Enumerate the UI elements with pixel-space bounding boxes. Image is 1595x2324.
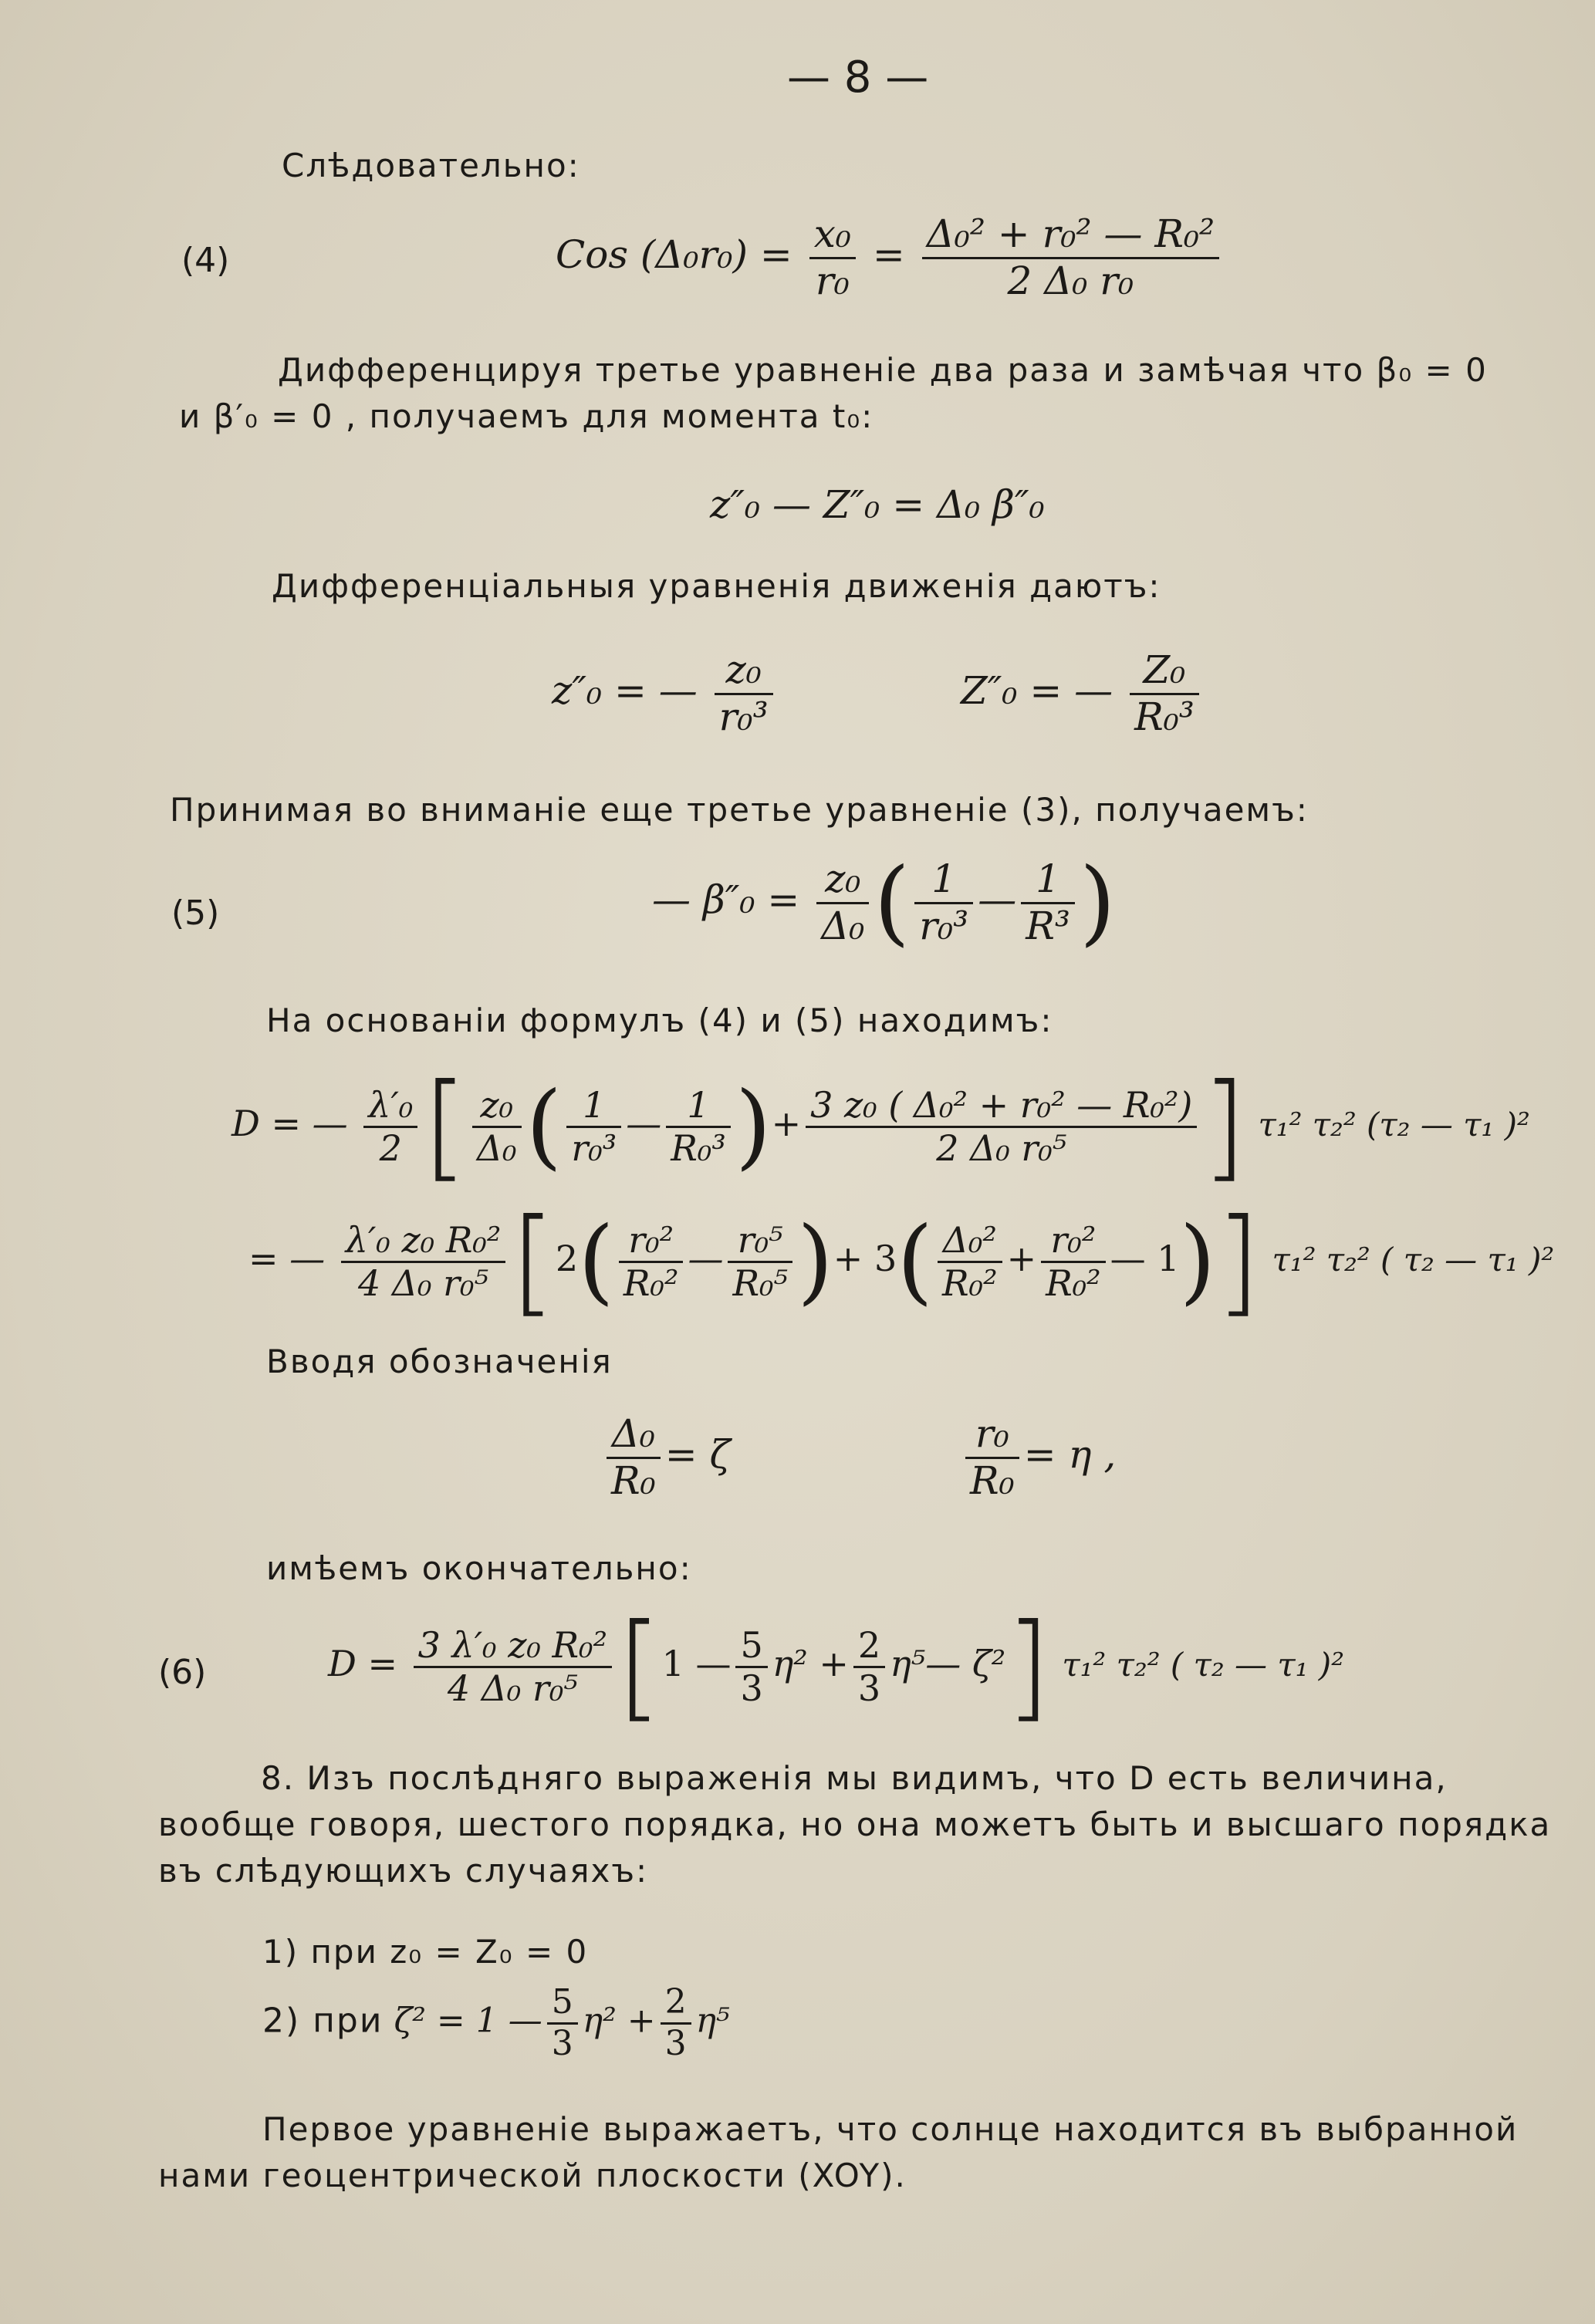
equation-D-line-2: = — $\frac{\text{λ′₀ z₀ R₀²}}{\text{4 Δ₀ r₀⁵}}$ [2( $\frac{\text{r₀²}}{\text{R₀²}}$ — $\frac{\text{r₀⁵}}{\text{R₀⁵}}$ )+ 3( $\frac{\text{Δ₀²}}{\text{R₀²}}$ + $\frac{\text{r₀²}}{\text{R₀²}}$ — 1)] τ₁² τ₂² ( τ₂ — τ₁ )² xyxy=(248,1194,1555,1329)
text-first-equation-line-1: Первое уравненіе выражаетъ, что солнце находится въ выбранной xyxy=(262,2110,1519,2148)
equation-number-6: (6) xyxy=(158,1653,207,1692)
equation-4: Cos (Δ₀r₀) = $\frac{\text{x₀}}{\text{r₀}}$ = $\frac{\text{Δ₀² + r₀² — R₀²}}{\text{2 Δ₀ r₀}}$ xyxy=(556,212,1224,303)
text-taking-third: Принимая во вниманіе еще третье уравненіе (3), получаемъ: xyxy=(170,791,1309,829)
text-based-on-formulas: На основаніи формулъ (4) и (5) находимъ: xyxy=(266,1002,1053,1039)
text-section-8-line-3: въ слѣдующихъ случаяхъ: xyxy=(158,1852,649,1890)
text-diff-equations: Дифференціальныя уравненія движенія даютъ: xyxy=(272,567,1161,605)
text-finally: имѣемъ окончательно: xyxy=(266,1549,692,1587)
text-section-8-line-1: 8. Изъ послѣдняго выраженія мы видимъ, что D есть величина, xyxy=(261,1759,1448,1797)
page-number: — 8 — xyxy=(787,52,929,103)
eq4-fraction-1: $\frac{\text{x₀}}{\text{r₀}}$ xyxy=(809,212,856,303)
definition-eta: $\frac{\text{r₀}}{\text{R₀}}$ = η , xyxy=(961,1412,1116,1503)
text-differentiating: Дифференцируя третье уравненіе два раза и замѣчая что β₀ = 0 xyxy=(278,351,1488,389)
equation-z-accel: z″₀ = — $\frac{\text{z₀}}{\text{r₀³}}$ xyxy=(552,648,778,739)
case-1: 1) при z₀ = Z₀ = 0 xyxy=(262,1933,589,1971)
text-section-8-line-2: вообще говоря, шестого порядка, но она можетъ быть и высшаго порядка xyxy=(158,1805,1552,1843)
equation-number-4: (4) xyxy=(181,241,230,280)
equation-5: — β″₀ = $\frac{\text{z₀}}{\text{Δ₀}}$ ( $\frac{1}{\text{r₀³}}$ — $\frac{1}{\text{R³}}$ ) xyxy=(652,849,1116,956)
equation-number-5: (5) xyxy=(171,893,220,933)
text-first-equation-line-2: нами геоцентрической плоскости (XOY). xyxy=(158,2157,907,2194)
eq4-fraction-2: $\frac{\text{Δ₀² + r₀² — R₀²}}{\text{2 Δ₀ r₀}}$ xyxy=(922,212,1219,303)
definition-zeta: $\frac{\text{Δ₀}}{\text{R₀}}$ = ζ xyxy=(602,1412,731,1503)
case-2: 2) при ζ² = 1 — $\frac{5}{3}$ η² + $\frac{2}{3}$ η⁵ xyxy=(262,1982,730,2063)
equation-D-line-1: D = — $\frac{\text{λ′₀}}{2}$ [ $\frac{\text{z₀}}{\text{Δ₀}}$ ( $\frac{1}{\text{r₀³}}$ — $\frac{1}{\text{R₀³}}$ )+ $\frac{\text{3 z₀ ( Δ₀² + r₀² — R₀²)}}{\text{2 Δ₀ r₀⁵}}$ ] τ₁² τ₂² (τ₂ — τ₁ )² xyxy=(231,1059,1530,1194)
equation-6: D = $\frac{\text{3 λ′₀ z₀ R₀²}}{\text{4 Δ₀ r₀⁵}}$ [1 — $\frac{5}{3}$ η² + $\frac{2}{3}$ η⁵— ζ²] τ₁² τ₂² ( τ₂ — τ₁ )² xyxy=(328,1599,1345,1734)
equation-Z-accel: Z″₀ = — $\frac{\text{Z₀}}{\text{R₀³}}$ xyxy=(961,648,1204,739)
text-consequently: Слѣдовательно: xyxy=(282,147,580,184)
equation-z-second: z″₀ — Z″₀ = Δ₀ β″₀ xyxy=(710,482,1045,527)
text-introducing-notation: Вводя обозначенія xyxy=(266,1343,613,1380)
eq4-left: Cos (Δ₀r₀) = xyxy=(556,232,792,277)
text-obtain-moment: и β′₀ = 0 , получаемъ для момента t₀: xyxy=(179,397,874,435)
